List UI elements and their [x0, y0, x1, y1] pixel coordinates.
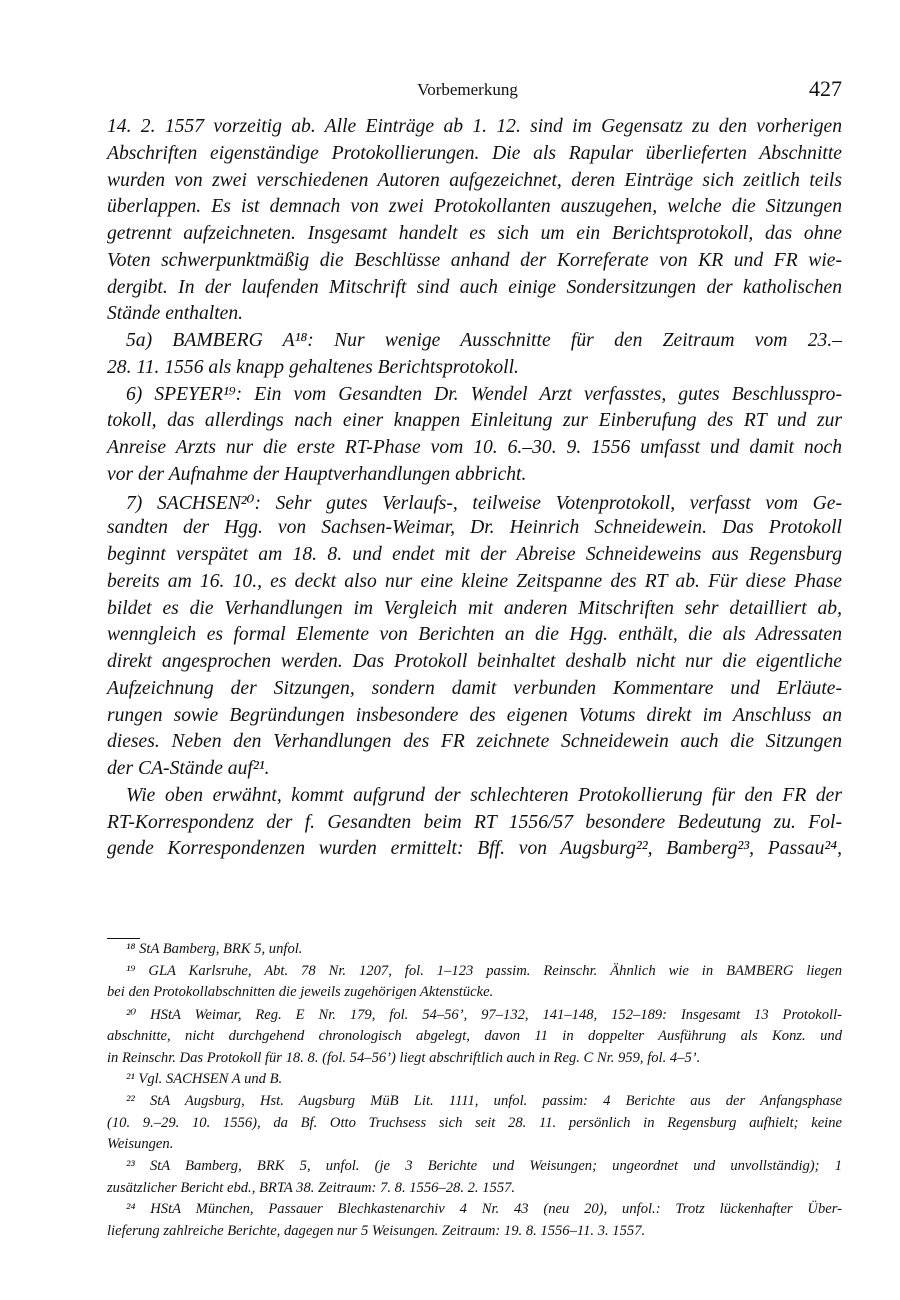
footnote-line: ²³ StA Bamberg, BRK 5, unfol. (je 3 Berichte und Weisungen; ungeordnet und unvollständig); 1: [126, 1158, 842, 1174]
body-text-line: wenngleich es formal Elemente von Berichten an die Hgg. enthält, die als Adressaten: [107, 624, 842, 646]
body-text-line: 14. 2. 1557 vorzeitig ab. Alle Einträge ab 1. 12. sind im Gegensatz zu den vorherigen: [107, 116, 842, 137]
body-text-line: Stände enthalten.: [107, 303, 244, 325]
body-text-line: 28. 11. 1556 als knapp gehaltenes Berichtsprotokoll.: [107, 356, 519, 378]
footnote-line: ²¹ Vgl. SACHSEN A und B.: [126, 1071, 283, 1088]
footnote-line: zusätzlicher Bericht ebd., BRTA 38. Zeitraum: 7. 8. 1556–28. 2. 1557.: [107, 1179, 516, 1196]
footnote-line: ²⁰ HStA Weimar, Reg. E Nr. 179, fol. 54–56’, 97–132, 141–148, 152–189: Insgesamt 13 Protokoll-: [126, 1007, 842, 1024]
footnote-line: (10. 9.–29. 10. 1556), da Bf. Otto Truchsess sich seit 28. 11. persönlich in Regensburg aufhielt; keine: [107, 1114, 842, 1131]
footnote-line: Weisungen.: [107, 1136, 174, 1153]
body-text-line: 7) SACHSEN²⁰: Sehr gutes Verlaufs-, teilweise Votenprotokoll, verfasst vom Ge-: [126, 492, 842, 514]
body-text-line: beginnt verspätet am 18. 8. und endet mit der Abreise Schneideweins aus Regensburg: [107, 544, 842, 565]
body-text-line: Anreise Arzts nur die erste RT-Phase vom 10. 6.–30. 9. 1556 umfasst und damit noch: [107, 437, 842, 458]
body-text-line: bildet es die Verhandlungen im Vergleich mit anderen Mitschriften sehr detailliert ab,: [107, 597, 842, 619]
body-text-line: RT-Korrespondenz der f. Gesandten beim RT 1556/57 besondere Bedeutung zu. Fol-: [107, 811, 842, 833]
footnote-line: abschnitte, nicht durchgehend chronologisch abgelegt, davon 11 in doppelter Ausführung als Konz. und: [107, 1027, 842, 1044]
running-header-title: Vorbemerkung: [417, 80, 518, 99]
body-text-line: Voten schwerpunktmäßig die Beschlüsse anhand der Korreferate von KR und FR wie-: [107, 249, 842, 271]
footnote-line: ²⁴ HStA München, Passauer Blechkastenarchiv 4 Nr. 43 (neu 20), unfol.: Trotz lückenhafter Über-: [126, 1201, 842, 1218]
body-text-line: 5a) BAMBERG A¹⁸: Nur wenige Ausschnitte für den Zeitraum vom 23.–: [126, 330, 842, 351]
footnote-line: lieferung zahlreiche Berichte, dagegen nur 5 Weisungen. Zeitraum: 19. 8. 1556–11. 3. 1557.: [107, 1223, 646, 1240]
body-text-line: Abschriften eigenständige Protokollierungen. Die als Rapular überlieferten Abschnitte: [107, 142, 842, 164]
body-text-line: bereits am 16. 10., es deckt also nur eine kleine Zeitspanne des RT ab. Für diese Phase: [107, 570, 842, 592]
body-text-line: direkt angesprochen werden. Das Protokoll beinhaltet deshalb nicht nur die eigentliche: [107, 651, 842, 672]
footnote-line: in Reinschr. Das Protokoll für 18. 8. (fol. 54–56’) liegt abschriftlich auch in Reg. C Nr. 959, fol. 4–5’.: [107, 1049, 701, 1066]
body-text-line: rungen sowie Begründungen insbesondere des eigenen Votums direkt im Anschluss an: [107, 704, 842, 726]
body-text-line: überlappen. Es ist demnach von zwei Protokollanten auszugehen, welche die Sitzungen: [107, 196, 842, 218]
footnote-line: ¹⁸ StA Bamberg, BRK 5, unfol.: [126, 941, 303, 957]
body-text-line: wurden von zwei verschiedenen Autoren aufgezeichnet, deren Einträge sich zeitlich teils: [107, 169, 842, 191]
body-text-line: Wie oben erwähnt, kommt aufgrund der schlechteren Protokollierung für den FR der: [126, 784, 842, 806]
body-text-line: gende Korrespondenzen wurden ermittelt: Bff. von Augsburg²², Bamberg²³, Passau²⁴,: [107, 838, 842, 860]
body-text-line: 6) SPEYER¹⁹: Ein vom Gesandten Dr. Wendel Arzt verfasstes, gutes Beschlusspro-: [126, 383, 842, 405]
footnote-separator: [107, 938, 140, 939]
body-text-line: getrennt aufzeichneten. Insgesamt handelt es sich um ein Berichtsprotokoll, das ohne: [107, 223, 842, 244]
footnote-line: ¹⁹ GLA Karlsruhe, Abt. 78 Nr. 1207, fol. 1–123 passim. Reinschr. Ähnlich wie in BAMBERG liegen: [126, 962, 842, 979]
body-text-line: dieses. Neben den Verhandlungen des FR zeichnete Schneidewein auch die Sitzungen: [107, 731, 842, 753]
footnote-line: bei den Protokollabschnitten die jeweils zugehörigen Aktenstücke.: [107, 984, 494, 1001]
body-text-line: tokoll, das allerdings nach einer knappen Einleitung zur Einberufung des RT und zur: [107, 410, 842, 432]
body-text-line: Aufzeichnung der Sitzungen, sondern damit verbunden Kommentare und Erläute-: [107, 677, 842, 699]
body-text-line: dergibt. In der laufenden Mitschrift sind auch einige Sondersitzungen der katholischen: [107, 276, 842, 298]
page-number: 427: [809, 76, 842, 101]
body-text-line: vor der Aufnahme der Hauptverhandlungen abbricht.: [107, 463, 527, 485]
body-text-line: der CA-Stände auf²¹.: [107, 758, 270, 779]
body-text-line: sandten der Hgg. von Sachsen-Weimar, Dr. Heinrich Schneidewein. Das Protokoll: [107, 517, 842, 539]
footnote-line: ²² StA Augsburg, Hst. Augsburg MüB Lit. 1111, unfol. passim: 4 Berichte aus der Anfangsphase: [126, 1092, 842, 1109]
